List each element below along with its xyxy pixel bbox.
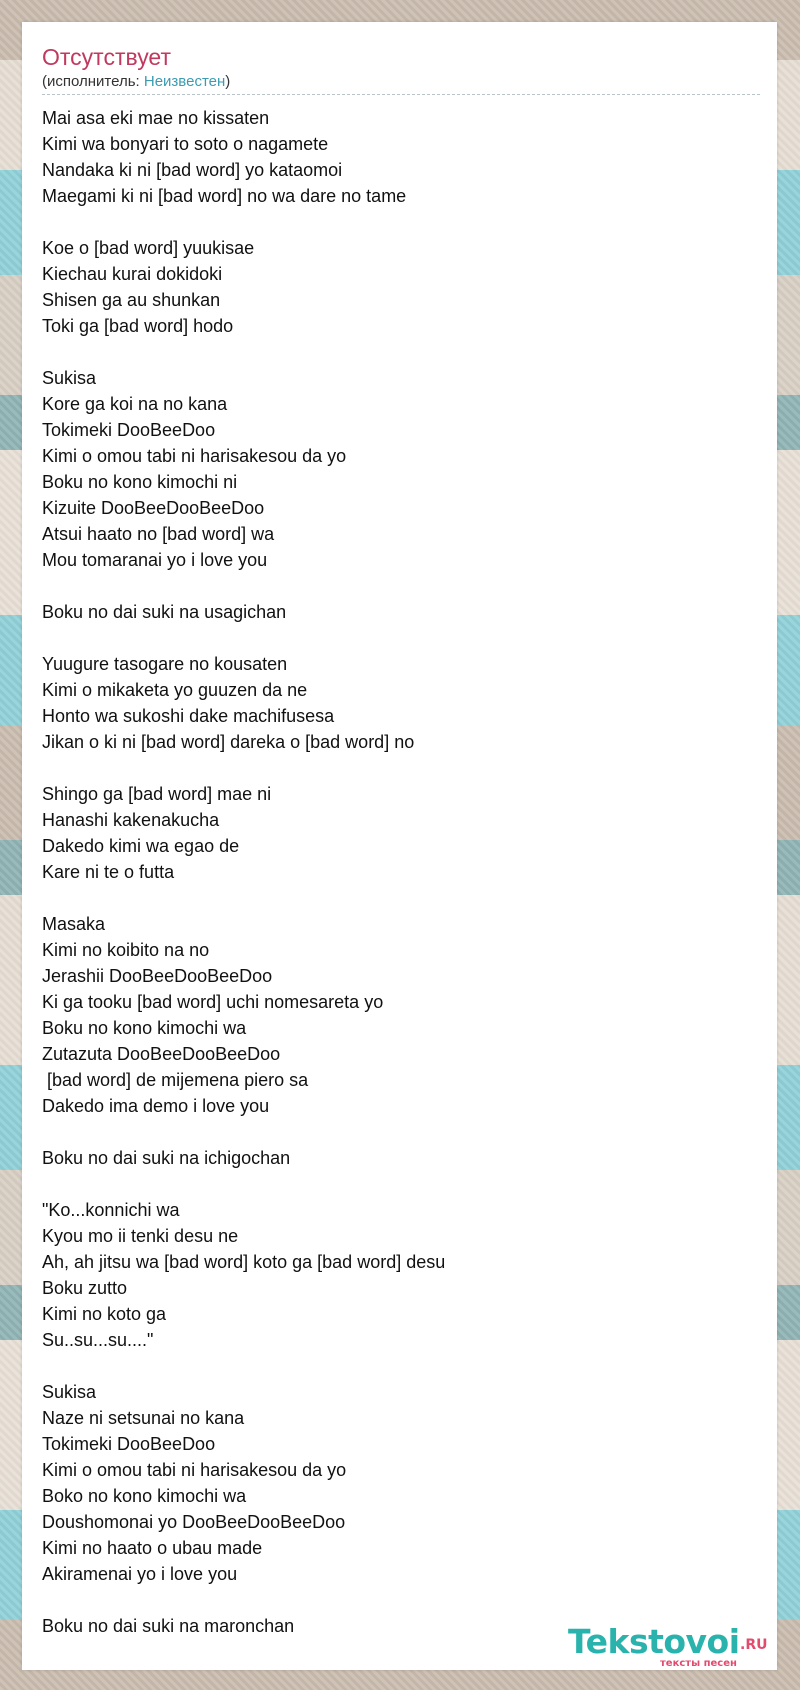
lyric-line: Kimi no koto ga	[42, 1304, 167, 1324]
lyric-line: Kimi o omou tabi ni harisakesou da yo	[42, 446, 347, 466]
lyric-line: Boku no dai suki na ichigochan	[42, 1148, 291, 1168]
stanza-gap	[42, 1587, 757, 1613]
stanza-gap	[42, 625, 757, 651]
lyric-line: Boku no kono kimochi ni	[42, 472, 238, 492]
lyric-line: Yuugure tasogare no kousaten	[42, 654, 288, 674]
artist-link[interactable]: Неизвестен	[143, 73, 226, 90]
lyric-line: Dakedo ima demo i love you	[42, 1096, 270, 1116]
artist-prefix: (исполнитель:	[42, 73, 144, 90]
lyric-line: Honto wa sukoshi dake machifusesa	[42, 706, 335, 726]
lyric-line: Sukisa	[42, 1382, 97, 1402]
tekstovoi-logo[interactable]	[568, 1622, 778, 1672]
lyric-line: Kore ga koi na no kana	[42, 394, 228, 414]
lyric-line: Shisen ga au shunkan	[42, 290, 221, 310]
lyric-line: Jerashii DooBeeDooBeeDoo	[42, 966, 273, 986]
lyric-line: Kimi o mikaketa yo guuzen da ne	[42, 680, 308, 700]
stanza-gap	[42, 339, 757, 365]
lyric-line: Masaka	[42, 914, 106, 934]
lyric-line: Kimi no koibito na no	[42, 940, 210, 960]
lyric-line: Hanashi kakenakucha	[42, 810, 220, 830]
lyrics-card	[22, 22, 777, 1670]
lyric-line: Kiechau kurai dokidoki	[42, 264, 223, 284]
artist-line	[42, 72, 760, 95]
artist-suffix: )	[225, 73, 231, 90]
lyric-line: Maegami ki ni [bad word] no wa dare no tame	[42, 186, 407, 206]
logo-tagline: тексты песен	[660, 1658, 737, 1669]
lyric-line: Mai asa eki mae no kissaten	[42, 108, 270, 128]
lyric-line: Doushomonai yo DooBeeDooBeeDoo	[42, 1512, 346, 1532]
stanza-gap	[42, 885, 757, 911]
lyric-line: Boku no kono kimochi wa	[42, 1018, 247, 1038]
lyric-line: Kimi o omou tabi ni harisakesou da yo	[42, 1460, 347, 1480]
lyric-line: Kare ni te o futta	[42, 862, 175, 882]
lyric-line: Kizuite DooBeeDooBeeDoo	[42, 498, 265, 518]
lyric-line: Boko no kono kimochi wa	[42, 1486, 247, 1506]
stanza-gap	[42, 1119, 757, 1145]
stanza-gap	[42, 755, 757, 781]
lyric-line: Toki ga [bad word] hodo	[42, 316, 234, 336]
lyric-line: Boku zutto	[42, 1278, 128, 1298]
lyric-line: Kyou mo ii tenki desu ne	[42, 1226, 239, 1246]
stanza-gap	[42, 209, 757, 235]
lyric-line: [bad word] de mijemena piero sa	[42, 1070, 309, 1090]
lyric-line: "Ko...konnichi wa	[42, 1200, 180, 1220]
lyric-line: Dakedo kimi wa egao de	[42, 836, 240, 856]
lyric-line: Shingo ga [bad word] mae ni	[42, 784, 272, 804]
logo-wordmark: Tekstovoi	[568, 1622, 740, 1661]
lyric-line: Boku no dai suki na usagichan	[42, 602, 287, 622]
logo-domain: .RU	[740, 1637, 768, 1653]
lyrics-text	[42, 105, 757, 1639]
song-title: Отсутствует	[42, 44, 171, 70]
lyric-line: Atsui haato no [bad word] wa	[42, 524, 275, 544]
lyric-line: Mou tomaranai yo i love you	[42, 550, 268, 570]
lyric-line: Naze ni setsunai no kana	[42, 1408, 245, 1428]
lyric-line: Tokimeki DooBeeDoo	[42, 420, 216, 440]
stanza-gap	[42, 1171, 757, 1197]
lyric-line: Nandaka ki ni [bad word] yo kataomoi	[42, 160, 343, 180]
lyric-line: Su..su...su...."	[42, 1330, 154, 1350]
stanza-gap	[42, 573, 757, 599]
lyric-line: Jikan o ki ni [bad word] dareka o [bad word] no	[42, 732, 415, 752]
lyric-line: Zutazuta DooBeeDooBeeDoo	[42, 1044, 281, 1064]
lyric-line: Ki ga tooku [bad word] uchi nomesareta yo	[42, 992, 384, 1012]
lyric-line: Koe o [bad word] yuukisae	[42, 238, 255, 258]
lyric-line: Ah, ah jitsu wa [bad word] koto ga [bad word] desu	[42, 1252, 446, 1272]
lyric-line: Sukisa	[42, 368, 97, 388]
lyric-line: Kimi wa bonyari to soto o nagamete	[42, 134, 329, 154]
lyric-line: Boku no dai suki na maronchan	[42, 1616, 295, 1636]
lyric-line: Tokimeki DooBeeDoo	[42, 1434, 216, 1454]
stanza-gap	[42, 1353, 757, 1379]
lyric-line: Akiramenai yo i love you	[42, 1564, 238, 1584]
lyric-line: Kimi no haato o ubau made	[42, 1538, 263, 1558]
